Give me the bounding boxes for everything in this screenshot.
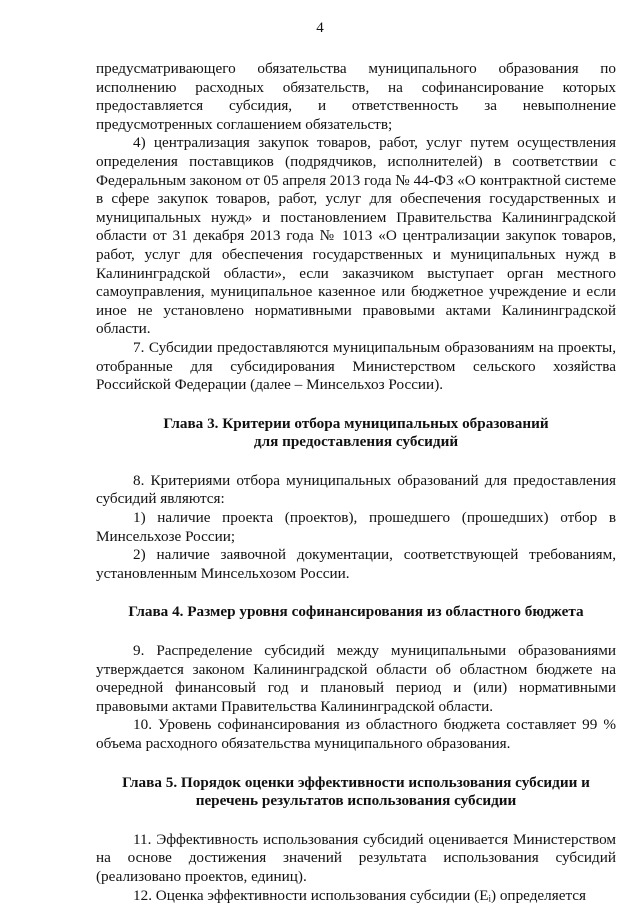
- heading-chapter-5: [96, 774, 616, 811]
- paragraph-obligations: предусматривающего обязательства муниципального образования по исполнению расходных обязательств, на софинансирование которых предоставляется субсидия, и ответственность за невыполнение предусмотренных соглашением обязательств;: [96, 60, 616, 133]
- paragraph-criterion-2: 2) наличие заявочной документации, соответствующей требованиям, установленным Минсельхозом России.: [96, 546, 616, 582]
- paragraph-8-criteria: 8. Критериями отбора муниципальных образований для предоставления субсидий являются:: [96, 471, 616, 508]
- heading-line: Глава 4. Размер уровня софинансирования из областного бюджета: [128, 603, 584, 621]
- page-number: 4: [316, 20, 324, 36]
- heading-chapter-3: [96, 415, 616, 452]
- paragraph-11-efficiency: 11. Эффективность использования субсидий оценивается Министерством на основе достижения значений результата использования субсидий (реализовано проектов, единиц).: [96, 830, 616, 885]
- heading-line: Глава 5. Порядок оценки эффективности использования субсидии и: [122, 773, 590, 791]
- heading-line: Глава 3. Критерии отбора муниципальных образований: [163, 414, 549, 432]
- paragraph-item-4-centralization: 4) централизация закупок товаров, работ, услуг путем осуществления определения поставщиков (подрядчиков, исполнителей) в соответствии с Федеральным законом от 05 апреля 2013 года № 44-ФЗ «О контрактной системе в сфере закупок товаров, работ, услуг для обеспечения государственных и муниципальных нужд» и постановлением Правительства Калининградской области от 31 декабря 2013 года № 1013 «О централизации закупок товаров, работ, услуг для обеспечения государственных и муниципальных нужд в Калининградской области», если заказчиком выступает орган местного самоуправления, муниципальное казенное или бюджетное учреждение и если иное не установлено нормативными правовыми актами Калининградской области.: [96, 134, 616, 338]
- paragraph-10-cofinancing: 10. Уровень софинансирования из областного бюджета составляет 99 % объема расходного обязательства муниципального образования.: [96, 716, 616, 752]
- paragraph-7-subsidies: 7. Субсидии предоставляются муниципальным образованиям на проекты, отобранные для субсидирования Министерством сельского хозяйства Российской Федерации (далее – Минсельхоз России).: [96, 338, 616, 394]
- heading-line: для предоставления субсидий: [253, 433, 459, 451]
- document-body: [96, 60, 616, 905]
- paragraph-9-distribution: 9. Распределение субсидий между муниципальными образованиями утверждается законом Калининградской области об областном бюджете на очередной финансовый год и плановый период и (или) нормативными правовыми актами Правительства Калининградской области.: [96, 642, 616, 715]
- heading-chapter-4: [96, 603, 616, 622]
- heading-line: перечень результатов использования субсидии: [195, 792, 517, 810]
- paragraph-criterion-1: 1) наличие проекта (проектов), прошедшего (прошедших) отбор в Минсельхозе России;: [96, 509, 616, 545]
- paragraph-12-assessment: 12. Оценка эффективности использования субсидии (Eᵢ) определяется: [133, 886, 587, 904]
